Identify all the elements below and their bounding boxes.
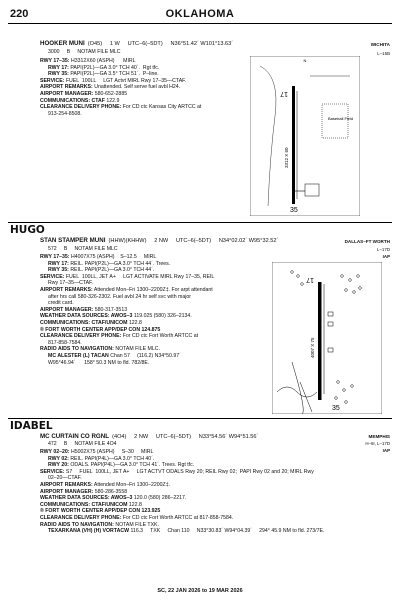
airport-name: STAN STAMPER MUNI	[40, 237, 106, 244]
svg-text:N: N	[303, 58, 307, 63]
detail-row: 02–20—CTAF.	[48, 475, 82, 482]
airport-header-rest: (O45) 1 W UTC–6(–5DT) N36°51.42´ W101°13.63´	[87, 41, 234, 47]
runway-end-label: 35	[290, 207, 298, 214]
airport-info-line: 572 B NOTAM FILE MLC	[48, 246, 118, 252]
iap-label: IAP	[382, 448, 390, 453]
detail-row: COMMUNICATIONS: CTAF/UNICOM 122.8	[40, 319, 142, 326]
airport-header-line	[40, 41, 233, 48]
detail-row: WEATHER DATA SOURCES: AWOS–3 120.0 (580) 286–2217.	[40, 495, 187, 502]
airport-header-line	[40, 434, 258, 441]
detail-row: CLEARANCE DELIVERY PHONE: For CD ctc Kansas City ARTCC at	[40, 104, 202, 111]
header-rule	[8, 23, 392, 24]
runway-end-label: 17	[306, 276, 314, 283]
page-footer: SC, 22 JAN 2026 to 19 MAR 2026	[157, 588, 243, 594]
detail-row: MC ALESTER (L) TACAN Chan 57 (116.2) N34°50.97´	[48, 352, 181, 359]
detail-row: AIRPORT REMARKS: Attended Mon–Fri 1300–2200Z‡. For arpt attendant	[40, 286, 213, 293]
chart-id: L–15B	[377, 51, 390, 56]
detail-row: W95°46.94´ 158° 50.3 NM to fld. 782/8E.	[48, 359, 150, 366]
detail-row: ® FORT WORTH CENTER APP/DEP CON 124.875	[40, 326, 161, 333]
runway-end-label: 35	[332, 405, 340, 412]
detail-row: credit card.	[48, 300, 74, 307]
airport-header-line	[40, 238, 278, 245]
detail-row: WEATHER DATA SOURCES: AWOS–3 119.025 (580) 326–2134.	[40, 313, 192, 320]
chart-name: WICHITA	[370, 42, 390, 47]
airport-detail-rows	[40, 449, 370, 535]
chart-name: DALLAS–FT WORTH	[344, 239, 390, 244]
detail-row: RWY 02: REIL. PAPI(P4L)—GA 3.0° TCH 40´.	[48, 455, 155, 462]
detail-row: 913-254-8508.	[48, 110, 82, 117]
chart-id: H–6I, L–17D	[365, 441, 390, 446]
detail-row: CLEARANCE DELIVERY PHONE: For CD ctc Fort Worth ARTCC at 817-858-7584.	[40, 514, 234, 521]
airport-header-rest: (4O4) 2 NW UTC–6(–5DT) N33°54.56´ W94°51.56´	[112, 434, 259, 440]
detail-row: AIRPORT REMARKS: Attended Mon–Fri 1300–2200Z‡.	[40, 481, 171, 488]
detail-row: AIRPORT MANAGER: 580-317-3513	[40, 306, 128, 313]
tree-symbols	[291, 271, 362, 404]
detail-row: Rwy 17–35—CTAF.	[48, 280, 94, 287]
iap-label: IAP	[382, 254, 390, 259]
detail-row: RWY 35: PAPI(P2L)—GA 3.5° TCH 51´. P–line.	[48, 71, 159, 78]
runway-end-label: 17	[280, 90, 288, 97]
detail-row: RWY 17–35: H3312X60 (ASPH) MIRL	[40, 58, 136, 64]
section-rule	[8, 418, 392, 419]
detail-row: RWY 02–20: H5002X75 (ASPH) S–30 MIRL	[40, 449, 154, 455]
airport-info-line: 3000 B NOTAM FILE MLC	[48, 49, 121, 55]
detail-row: 817-858-7584.	[48, 339, 82, 346]
detail-row: RADIO AIDS TO NAVIGATION: NOTAM FILE TXK.	[40, 521, 159, 528]
airport-header-rest: (HHW)(KHHW) 2 NW UTC–6(–5DT) N34°02.02´ W95°32.52´	[108, 238, 279, 244]
baseball-field	[322, 104, 348, 138]
detail-row: RWY 35: REIL. PAPI(P2L)—GA 3.0° TCH 44´.	[48, 267, 155, 274]
city-name: HUGO	[10, 224, 45, 236]
detail-row: RWY 20: ODALS. PAPI(P4L)—GA 3.0° TCH 41´. Trees. Rgt tfc.	[48, 462, 195, 469]
airport-name: MC CURTAIN CO RGNL	[40, 433, 109, 440]
detail-row: RADIO AIDS TO NAVIGATION: NOTAM FILE MLC.	[40, 346, 160, 353]
state-title: OKLAHOMA	[165, 8, 235, 20]
runway	[318, 282, 322, 400]
detail-row: SERVICE: FUEL 100LL LGT Actvt MIRL Rwy 17–35—CTAF.	[40, 77, 187, 84]
airport-detail-rows	[40, 254, 300, 366]
airport-name: HOOKER MUNI	[40, 40, 85, 47]
airport-diagram	[250, 56, 360, 216]
detail-row: AIRPORT REMARKS: Unattended. Self serve fuel avbl H24.	[40, 84, 181, 91]
detail-row: AIRPORT MANAGER: 580-286-3558	[40, 488, 128, 495]
airport-info-line: 472 B NOTAM FILE 4O4	[48, 441, 117, 447]
page-number: 220	[10, 8, 29, 20]
detail-row: RWY 17–35: H4007X75 (ASPH) S–12.5 MIRL	[40, 254, 157, 260]
chart-id: L–17D	[377, 247, 390, 252]
detail-row: ® FORT WORTH CENTER APP/DEP CON 123.925	[40, 508, 161, 515]
runway-dimension-label: 4007 X 75	[310, 337, 315, 358]
chart-name: MEMPHIS	[368, 434, 390, 439]
detail-row: CLEARANCE DELIVERY PHONE: For CD ctc Fort Worth ARTCC at	[40, 333, 199, 340]
field-label: Baseball Field	[328, 116, 354, 121]
airport-diagram	[272, 262, 382, 414]
detail-row: RWY 17: PAPI(P2L)—GA 3.0° TCH 40´. Rgt tfc.	[48, 64, 160, 71]
detail-row: COMMUNICATIONS: CTAF 122.9	[40, 97, 120, 104]
detail-row: after hrs call 580-326-2302. Fuel avbl 24 hr self svc with major	[48, 293, 192, 300]
city-name: IDABEL	[10, 420, 53, 432]
runway-dimension-label: 3312 X 60	[284, 147, 289, 168]
detail-row: AIRPORT MANAGER: 580-652-2885	[40, 90, 128, 97]
detail-row: SERVICE: S7 FUEL 100LL, JET A+ LGT ACTVT ODALS Rwy 20; REIL Rwy 02; PAPI Rwy 02 and 20; MIRL Rwy	[40, 468, 314, 475]
detail-row: RWY 17: REIL. PAPI(P2L)—GA 3.0° TCH 44´. Trees.	[48, 260, 171, 267]
detail-row: TEXARKANA (VH) (H) VORTACW 116.3 TXK Chan 110 N33°30.83´ W94°04.39´ 294° 45.9 NM to fld. 273/7E.	[48, 528, 325, 535]
section-rule	[8, 222, 392, 223]
detail-row: SERVICE: FUEL 100LL, JET A+ LGT ACTIVATE MIRL Rwy 17–35, REIL	[40, 273, 215, 280]
detail-row: COMMUNICATIONS: CTAF/UNICOM 122.8	[40, 501, 142, 508]
runway	[292, 86, 295, 204]
